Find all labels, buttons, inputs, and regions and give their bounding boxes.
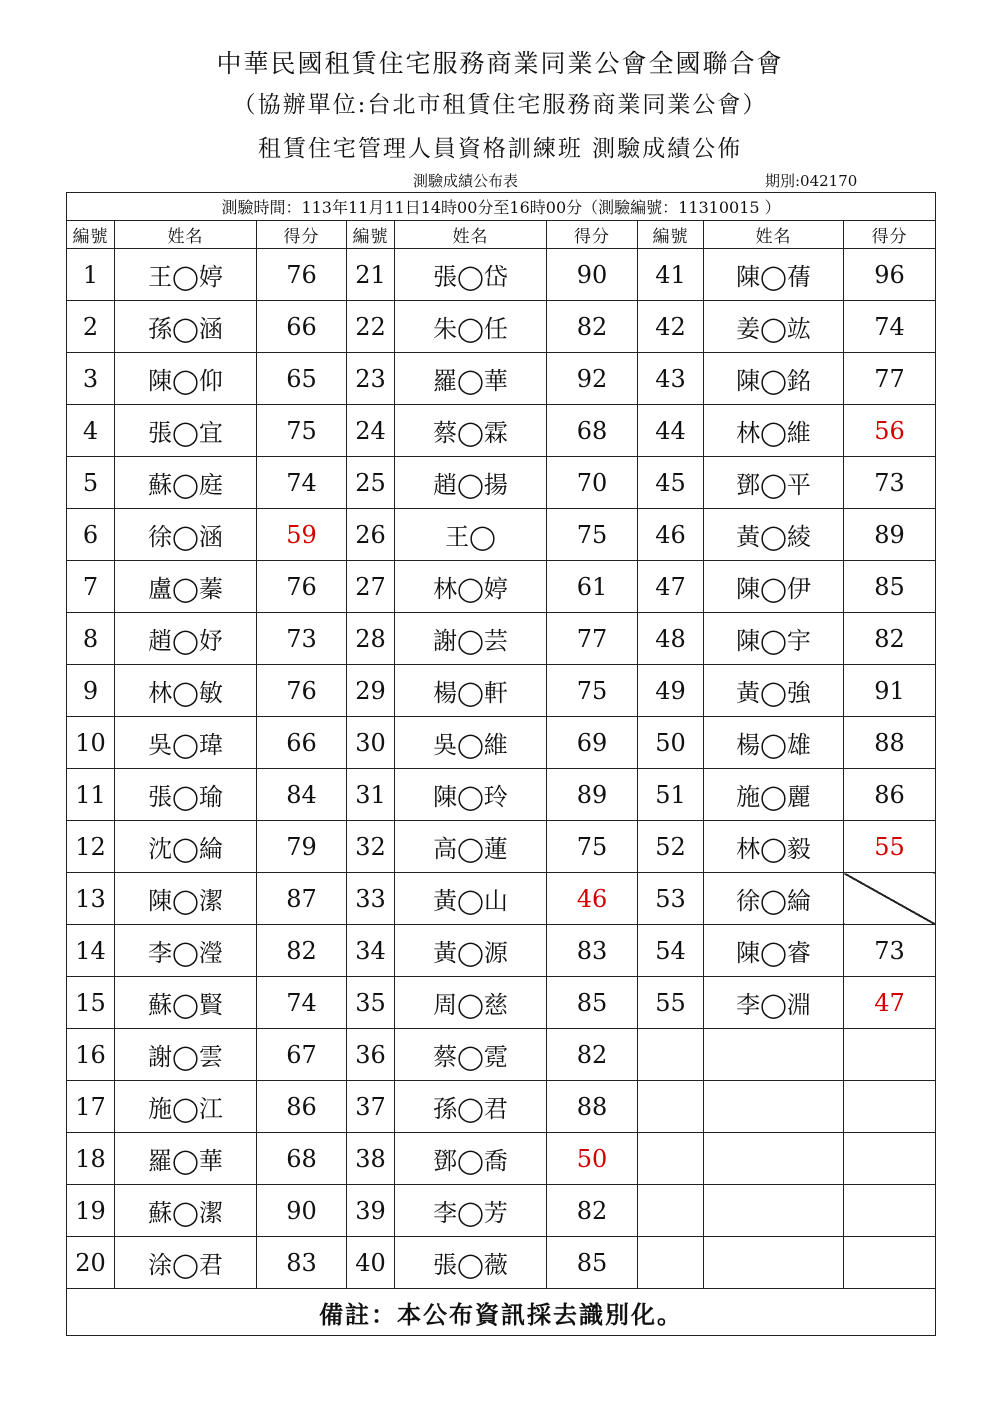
candidate-name: 鄧◯平: [704, 457, 844, 509]
candidate-name: 陳◯蒨: [704, 249, 844, 301]
candidate-number: 4: [67, 405, 115, 457]
candidate-name: 張◯宜: [115, 405, 257, 457]
candidate-score: 73: [844, 457, 936, 509]
candidate-name: 張◯薇: [395, 1237, 547, 1289]
candidate-score: 61: [547, 561, 638, 613]
candidate-score: 79: [257, 821, 347, 873]
candidate-number: 9: [67, 665, 115, 717]
candidate-score: 82: [547, 1029, 638, 1081]
candidate-score: 56: [844, 405, 936, 457]
candidate-name: 林◯維: [704, 405, 844, 457]
candidate-score: 90: [547, 249, 638, 301]
candidate-number: [638, 1185, 704, 1237]
candidate-name: 林◯毅: [704, 821, 844, 873]
candidate-name: 李◯瀅: [115, 925, 257, 977]
candidate-name: 趙◯妤: [115, 613, 257, 665]
candidate-name: [704, 1133, 844, 1185]
candidate-score: 75: [257, 405, 347, 457]
candidate-score: 82: [547, 301, 638, 353]
candidate-number: 8: [67, 613, 115, 665]
candidate-name: 林◯婷: [395, 561, 547, 613]
candidate-name: 周◯慈: [395, 977, 547, 1029]
candidate-number: 33: [347, 873, 395, 925]
candidate-number: 54: [638, 925, 704, 977]
candidate-score: 47: [844, 977, 936, 1029]
candidate-score: 83: [257, 1237, 347, 1289]
candidate-name: 施◯江: [115, 1081, 257, 1133]
candidate-number: 26: [347, 509, 395, 561]
candidate-score: 67: [257, 1029, 347, 1081]
table-row: [67, 457, 936, 509]
candidate-name: 陳◯伊: [704, 561, 844, 613]
candidate-number: 36: [347, 1029, 395, 1081]
score-absent-slash: [844, 873, 936, 925]
candidate-score: 77: [844, 353, 936, 405]
candidate-number: 21: [347, 249, 395, 301]
candidate-number: 28: [347, 613, 395, 665]
candidate-number: 47: [638, 561, 704, 613]
header-score: 得分: [547, 221, 638, 249]
candidate-number: [638, 1133, 704, 1185]
candidate-score: 46: [547, 873, 638, 925]
candidate-number: 45: [638, 457, 704, 509]
candidate-number: 17: [67, 1081, 115, 1133]
candidate-score: 50: [547, 1133, 638, 1185]
candidate-score: 73: [257, 613, 347, 665]
candidate-name: 陳◯宇: [704, 613, 844, 665]
candidate-score: 55: [844, 821, 936, 873]
candidate-number: 18: [67, 1133, 115, 1185]
table-row: [67, 249, 936, 301]
candidate-name: 蘇◯潔: [115, 1185, 257, 1237]
candidate-name: 趙◯揚: [395, 457, 547, 509]
table-row: [67, 561, 936, 613]
candidate-name: [704, 1081, 844, 1133]
candidate-score: 74: [257, 977, 347, 1029]
table-row: [67, 717, 936, 769]
candidate-score: 74: [844, 301, 936, 353]
candidate-score: [844, 1081, 936, 1133]
candidate-score: 76: [257, 249, 347, 301]
candidate-name: 孫◯涵: [115, 301, 257, 353]
candidate-number: 50: [638, 717, 704, 769]
candidate-score: 82: [257, 925, 347, 977]
candidate-number: 22: [347, 301, 395, 353]
candidate-score: 88: [844, 717, 936, 769]
candidate-name: 蔡◯霓: [395, 1029, 547, 1081]
candidate-name: 黃◯強: [704, 665, 844, 717]
candidate-number: 15: [67, 977, 115, 1029]
candidate-number: 24: [347, 405, 395, 457]
candidate-number: 48: [638, 613, 704, 665]
candidate-name: 陳◯仰: [115, 353, 257, 405]
candidate-number: 13: [67, 873, 115, 925]
table-row: [67, 509, 936, 561]
candidate-name: 李◯芳: [395, 1185, 547, 1237]
candidate-number: 39: [347, 1185, 395, 1237]
candidate-score: 76: [257, 561, 347, 613]
candidate-score: 85: [844, 561, 936, 613]
candidate-name: 吳◯瑋: [115, 717, 257, 769]
candidate-name: [704, 1029, 844, 1081]
candidate-number: 44: [638, 405, 704, 457]
co-organizer-line: （協辦單位:台北市租賃住宅服務商業同業公會）: [232, 92, 768, 118]
candidate-score: 66: [257, 301, 347, 353]
candidate-number: 51: [638, 769, 704, 821]
candidate-name: 陳◯銘: [704, 353, 844, 405]
candidate-score: [844, 1133, 936, 1185]
candidate-name: 陳◯玲: [395, 769, 547, 821]
candidate-name: 高◯蓮: [395, 821, 547, 873]
candidate-number: 20: [67, 1237, 115, 1289]
candidate-number: 53: [638, 873, 704, 925]
candidate-score: 75: [547, 665, 638, 717]
candidate-number: 23: [347, 353, 395, 405]
table-row: [67, 977, 936, 1029]
candidate-name: 盧◯蓁: [115, 561, 257, 613]
candidate-score: 85: [547, 1237, 638, 1289]
table-row: [67, 821, 936, 873]
candidate-name: 吳◯維: [395, 717, 547, 769]
candidate-name: [704, 1185, 844, 1237]
candidate-score: 75: [547, 821, 638, 873]
candidate-score: 86: [844, 769, 936, 821]
table-row: [67, 1081, 936, 1133]
candidate-name: 徐◯涵: [115, 509, 257, 561]
candidate-name: 李◯淵: [704, 977, 844, 1029]
candidate-score: 88: [547, 1081, 638, 1133]
candidate-number: 35: [347, 977, 395, 1029]
candidate-score: 84: [257, 769, 347, 821]
candidate-name: 王◯婷: [115, 249, 257, 301]
candidate-score: 68: [257, 1133, 347, 1185]
table-header-row: [67, 221, 936, 249]
candidate-name: [704, 1237, 844, 1289]
header-name: 姓名: [704, 221, 844, 249]
candidate-name: 涂◯君: [115, 1237, 257, 1289]
table-row: [67, 1185, 936, 1237]
candidate-score: 70: [547, 457, 638, 509]
candidate-name: 謝◯芸: [395, 613, 547, 665]
candidate-name: 林◯敏: [115, 665, 257, 717]
table-row: [67, 873, 936, 925]
candidate-number: 49: [638, 665, 704, 717]
table-row: [67, 925, 936, 977]
table-row: [67, 613, 936, 665]
candidate-name: 蘇◯庭: [115, 457, 257, 509]
candidate-number: 19: [67, 1185, 115, 1237]
header-no: 編號: [67, 221, 115, 249]
candidate-name: 張◯瑜: [115, 769, 257, 821]
header-score: 得分: [844, 221, 936, 249]
candidate-score: 69: [547, 717, 638, 769]
candidate-number: 32: [347, 821, 395, 873]
table-row: [67, 301, 936, 353]
period-label: 期別:042170: [765, 172, 858, 190]
course-title: 租賃住宅管理人員資格訓練班 測驗成績公佈: [257, 136, 743, 162]
candidate-number: 41: [638, 249, 704, 301]
candidate-name: 鄧◯喬: [395, 1133, 547, 1185]
header-name: 姓名: [115, 221, 257, 249]
candidate-name: 張◯岱: [395, 249, 547, 301]
candidate-score: 68: [547, 405, 638, 457]
candidate-number: 37: [347, 1081, 395, 1133]
candidate-number: 40: [347, 1237, 395, 1289]
table-row: [67, 405, 936, 457]
exam-time: 測驗時間：113年11月11日14時00分至16時00分（測驗編號：11310015 ）: [67, 193, 936, 221]
candidate-number: 52: [638, 821, 704, 873]
candidate-name: 蔡◯霖: [395, 405, 547, 457]
table-row: [67, 1133, 936, 1185]
candidate-name: 謝◯雲: [115, 1029, 257, 1081]
table-row: [67, 769, 936, 821]
candidate-number: [638, 1029, 704, 1081]
candidate-number: 11: [67, 769, 115, 821]
candidate-name: 王◯: [395, 509, 547, 561]
candidate-number: 6: [67, 509, 115, 561]
candidate-number: 7: [67, 561, 115, 613]
header-no: 編號: [638, 221, 704, 249]
candidate-score: 86: [257, 1081, 347, 1133]
candidate-score: 82: [844, 613, 936, 665]
candidate-number: 3: [67, 353, 115, 405]
candidate-number: 10: [67, 717, 115, 769]
table-row: [67, 665, 936, 717]
candidate-number: 29: [347, 665, 395, 717]
candidate-name: 楊◯雄: [704, 717, 844, 769]
candidate-name: 陳◯睿: [704, 925, 844, 977]
candidate-number: 55: [638, 977, 704, 1029]
candidate-score: 91: [844, 665, 936, 717]
candidate-number: 27: [347, 561, 395, 613]
candidate-number: 16: [67, 1029, 115, 1081]
header-score: 得分: [257, 221, 347, 249]
candidate-number: 38: [347, 1133, 395, 1185]
candidate-score: [844, 1185, 936, 1237]
candidate-score: 85: [547, 977, 638, 1029]
candidate-score: 74: [257, 457, 347, 509]
candidate-score: 89: [547, 769, 638, 821]
candidate-score: 90: [257, 1185, 347, 1237]
candidate-score: 65: [257, 353, 347, 405]
candidate-number: 43: [638, 353, 704, 405]
table-row: [67, 1029, 936, 1081]
candidate-name: 陳◯潔: [115, 873, 257, 925]
candidate-name: 徐◯綸: [704, 873, 844, 925]
candidate-score: [844, 1029, 936, 1081]
table-row: [67, 353, 936, 405]
candidate-number: 31: [347, 769, 395, 821]
candidate-number: [638, 1237, 704, 1289]
candidate-number: 34: [347, 925, 395, 977]
candidate-score: [844, 1237, 936, 1289]
header-name: 姓名: [395, 221, 547, 249]
score-table: [66, 192, 936, 1336]
table-title: 測驗成績公布表: [413, 172, 519, 190]
candidate-name: 黃◯山: [395, 873, 547, 925]
candidate-number: 46: [638, 509, 704, 561]
candidate-number: 5: [67, 457, 115, 509]
candidate-number: 12: [67, 821, 115, 873]
candidate-number: [638, 1081, 704, 1133]
candidate-score: 77: [547, 613, 638, 665]
candidate-name: 施◯麗: [704, 769, 844, 821]
candidate-number: 30: [347, 717, 395, 769]
candidate-name: 黃◯源: [395, 925, 547, 977]
candidate-number: 1: [67, 249, 115, 301]
candidate-score: 66: [257, 717, 347, 769]
candidate-name: 羅◯華: [115, 1133, 257, 1185]
candidate-name: 黃◯綾: [704, 509, 844, 561]
candidate-score: 89: [844, 509, 936, 561]
candidate-score: 96: [844, 249, 936, 301]
candidate-score: 76: [257, 665, 347, 717]
candidate-number: 14: [67, 925, 115, 977]
candidate-score: 73: [844, 925, 936, 977]
candidate-name: 朱◯任: [395, 301, 547, 353]
candidate-score: 82: [547, 1185, 638, 1237]
candidate-score: 75: [547, 509, 638, 561]
candidate-score: 92: [547, 353, 638, 405]
candidate-name: 楊◯軒: [395, 665, 547, 717]
candidate-name: 蘇◯賢: [115, 977, 257, 1029]
header-no: 編號: [347, 221, 395, 249]
table-row: [67, 1237, 936, 1289]
candidate-number: 42: [638, 301, 704, 353]
candidate-name: 孫◯君: [395, 1081, 547, 1133]
remark-note: 備註：本公布資訊採去識別化。: [67, 1289, 936, 1336]
document-title: 中華民國租賃住宅服務商業同業公會全國聯合會: [216, 49, 784, 78]
candidate-number: 25: [347, 457, 395, 509]
candidate-name: 姜◯竑: [704, 301, 844, 353]
candidate-score: 83: [547, 925, 638, 977]
candidate-number: 2: [67, 301, 115, 353]
candidate-score: 59: [257, 509, 347, 561]
candidate-name: 沈◯綸: [115, 821, 257, 873]
candidate-score: 87: [257, 873, 347, 925]
candidate-name: 羅◯華: [395, 353, 547, 405]
